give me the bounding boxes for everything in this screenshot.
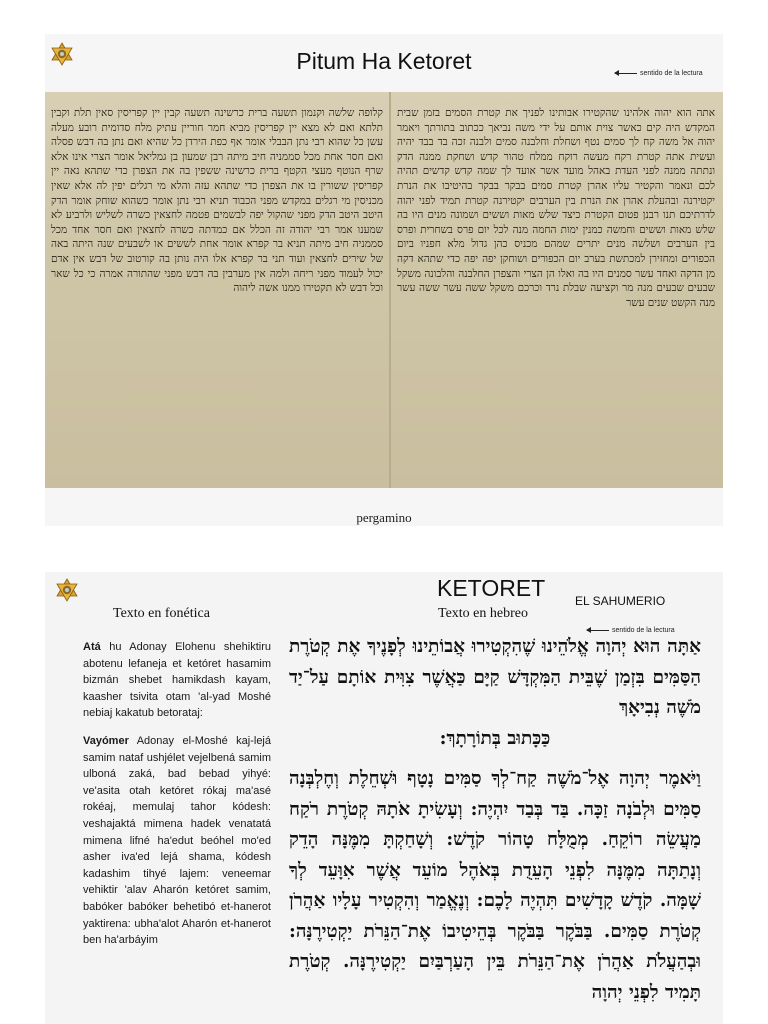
page-title: Pitum Ha Ketoret [296,48,472,74]
reading-direction-note [615,70,703,77]
phonetic-paragraph-lead: Vayómer [83,734,129,747]
parchment-right-text: אתה הוא יהוה אלהינו שהקטירו אבותינו לפניך את קטרת הסמים בזמן שבית המקדש היה קים כאשר צוית אותם על ידי משה נביאך ככתוב בתורתך ויאמר יהוה אל משה קח לך סמים נטף ושחלת וחלבנה סמים ולבנה זכה בד בבד יהיה ועשית אתה קטרת רקח מעשה רוקח ממלח טהור קדש ושחקת ממנה הדק ונתתה ממנה לפני העדת באהל מועד אשר אועד לך שמה קדש קדשים תהיה לכם ונאמר והקטיר עליו אהרן קטרת סמים בבקר בבקר בהיטיבו את הנרת יקטירנה ובהעלת אהרן את הנרת בין הערבים יקטירנה קטרת תמיד לפני יהוה לדרתיכם תנו רבנן פטום הקטרת כיצד שלש מאות וששים ושמונה מנים היו בה שלש מאות וששים וחמשה כמנין ימות החמה מנה לכל יום פרס בשחרית ופרס בין הערבים ושלשה מנים יתרים שמהם מכניס כהן גדול מלא חפניו ביום הכפורים ומחזירן למכתשת בערב יום הכפורים ושוחקן יפה יפה כדי שתהא דקה מן הדקה ואחד עשר סמנים היו בה ואלו הן הצרי והצפרן החלבנה והלבונה משקל שבעים שבעים מנה מר וקציעה שבלת נרד וכרכם משקל ששה עשר ששה עשר מנה הקשט שנים עשר [397,107,715,309]
phonetic-text-column [83,639,271,1024]
page-pitum-ha-ketoret [45,34,723,526]
reading-direction-label: sentido de la lectura [640,70,703,77]
arrow-left-icon [615,73,637,74]
section-title: KETORET [437,575,546,601]
hebrew-text-column [289,632,701,1024]
parchment-scroll-image [45,92,723,488]
parchment-left-text: קלופה שלשה וקנמון תשעה ברית כרשינה תשעה קבין יין קפריסין סאין תלת וקבין תלתא ואם לא מצא יין קפריסין מביא חמר חוריין עתיק מלח סדומית רובע מעלה עשן כל שהוא רבי נתן הבבלי אומר אף כפת הירדן כל שהיא ואם נתן בה דבש פסלה ואם חסר אחת מכל סממניה חיב מיתה רבן שמעון בן גמליאל אומר הצרי אינו אלא שרף הנוטף מעצי הקטף ברית כרשינה ששפין בה את הצפרן כדי שתהא נאה יין קפריסין ששורין בו את הצפרן כדי שתהא עזה והלא מי רגלים יפין לה אלא שאין מכניסין מי רגלים במקדש מפני הכבוד תניא רבי נתן אומר כשהוא שוחק אומר הדק היטב היטב הדק מפני שהקול יפה לבשמים פטמה לחצאין כשרה לשליש ולרביע לא שמענו אמר רבי יהודה זה הכלל אם כמדתה כשרה לחצאין ואם חסר אחד מכל סממניה חיב מיתה תניא בר קפרא אומר אחת לששים או לשבעים שנה היתה באה של שירים לחצאין ועוד תני בר קפרא אלו היה נותן בה קורטוב של דבש אין אדם יכול לעמוד מפני ריחה ולמה אין מערבין בה דבש מפני שהתורה אמרה כי כל שאר וכל דבש לא תקטירו ממנו אשה ליהוה [51,107,383,295]
parchment-right-column [397,106,715,478]
hebrew-column-header: Texto en hebreo [438,606,528,621]
page-ketoret [45,572,723,1024]
parchment-seam [389,92,391,488]
phonetic-paragraph [83,639,271,722]
arrow-left-icon [587,630,609,631]
phonetic-paragraph-text: Adonay el-Moshé kaj-lejá samim nataf ushjélet vejelbená samim ulboná zaká, bad bebad yihyé: ve'asita otah ketóret rókaj ma'asé rokéaj, memulaj tahor kódesh: veshajaktá mimena hadek venatatá mimena lifné ha'edut beóhel mo'ed asher iva'ed lejá shama, kódesh kadashim tihyé lajem: veneemar vehiktir 'alav Aharón ketóret samim, babóker babóker behetibó et-hanerot yaktirena: ubha'alot Aharón et-hanerot ben ha'arbáyim [83,734,271,947]
phonetic-paragraph-text: hu Adonay Elohenu shehiktiru abotenu lefaneja et ketóret hasamim bizmán shebet hamikdash kayam, kaasher tsivita otam 'al-yad Moshé nebiaj kakatub betorataj: [83,641,271,720]
section-subtitle: EL SAHUMERIO [575,594,666,608]
parchment-left-column [51,106,383,478]
phonetic-paragraph [83,733,271,949]
phonetic-paragraph-lead: Atá [83,641,101,653]
star-of-david-logo-icon [55,578,79,602]
reading-direction-label: sentido de la lectura [612,627,675,634]
image-caption: pergamino [356,510,412,525]
hebrew-paragraph: וַיֹּאמֶר יְהוָה אֶל־מֹשֶׁה קַח־לְךָ סַמִּים נָטָף וּשְׁחֵלֶת וְחֶלְבְּנָה סַמִּים וּלְבֹנָה זַכָּה. בַּד בְּבַד יִהְיֶה: וְעָשִׂיתָ אֹתָהּ קְטֹרֶת רֹקַח מַעֲשֵׂה רוֹקֵחַ. מְמֻלָּח טָהוֹר קֹדֶשׁ: וְשָׁחַקְתָּ מִמֶּנָּה הָדֵק וְנָתַתָּה מִמֶּנָּה לִפְנֵי הָעֵדֻת בְּאֹהֶל מוֹעֵד אֲשֶׁר אִוָּעֵד לְךָ שָׁמָּה. קֹדֶשׁ קָדָשִׁים תִּהְיֶה לָכֶם: וְנֶאֱמַר וְהִקְטִיר עָלָיו אַהֲרֹן קְטֹרֶת סַמִּים. בַּבֹּקֶר בַּבֹּקֶר בְּהֵיטִיבוֹ אֶת־הַנֵּרֹת יַקְטִירֶנָּה: וּבְהַעֲלֹת אַהֲרֹן אֶת־הַנֵּרֹת בֵּין הָעַרְבַּיִם יַקְטִירֶנָּה. קְטֹרֶת תָּמִיד לִפְנֵי יְהוָה [289,768,701,1003]
phonetic-column-header: Texto en fonética [113,606,210,621]
hebrew-paragraph: אַתָּה הוּא יְהוָה אֱלֹהֵינוּ שֶׁהִקְטִירוּ אֲבוֹתֵינוּ לְפָנֶיךָ אֶת קְטֹרֶת הַסַּמִּים בִּזְמַן שֶׁבֵּית הַמִּקְדָּשׁ קַיָּם כַּאֲשֶׁר צִוִּית אוֹתָם עַל־יַד מֹשֶׁה נְבִיאָךְ [289,636,701,718]
hebrew-paragraph-centered: כַּכָּתוּב בְּתוֹרָתָךְ: [439,727,551,749]
